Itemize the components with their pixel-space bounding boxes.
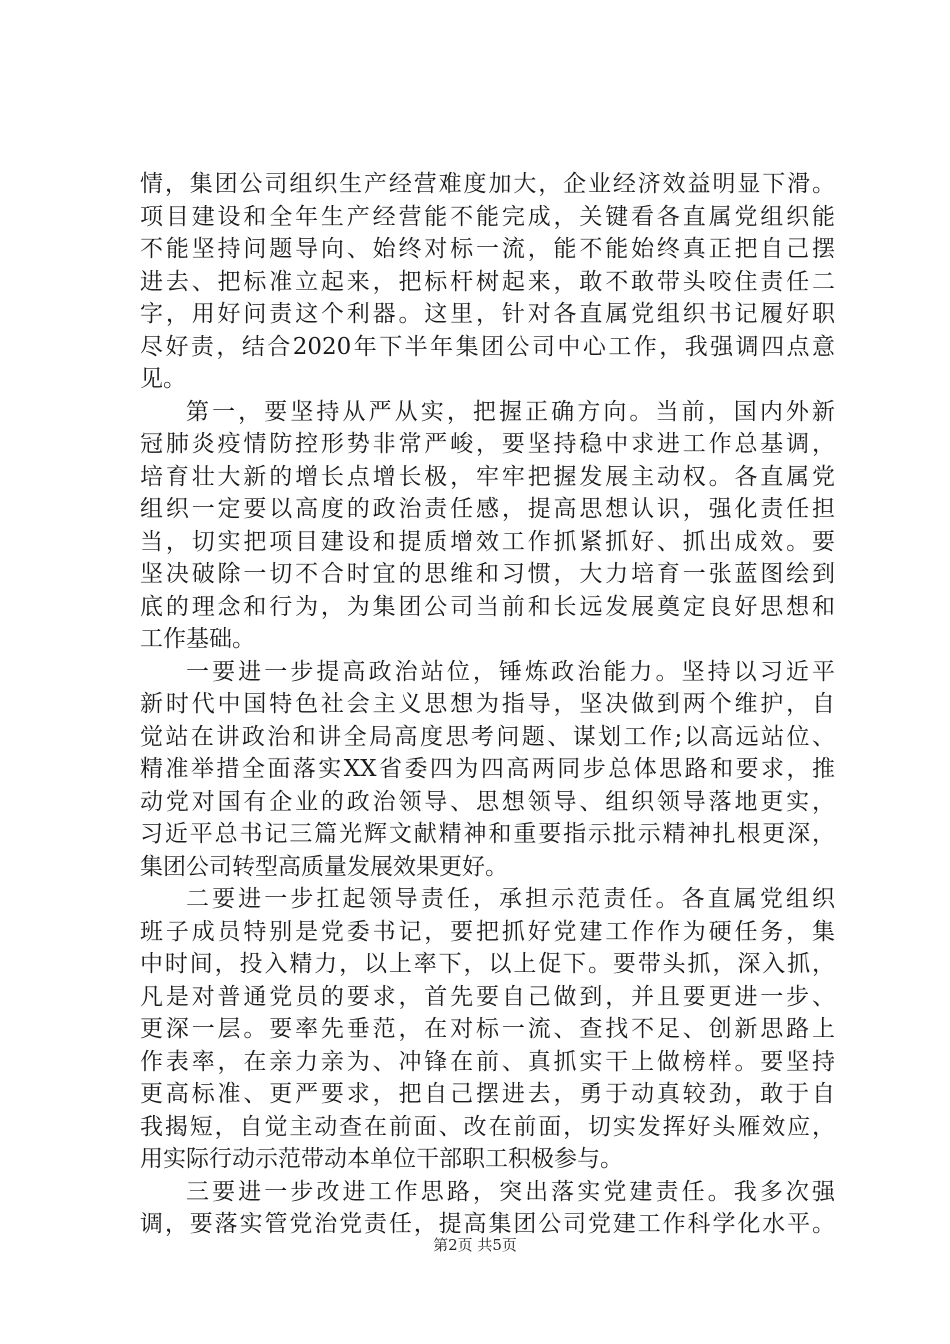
text-line: 工作基础。	[140, 626, 255, 652]
text-line: 二要进一步扛起领导责任，承担示范责任。各直属党组织	[186, 886, 835, 912]
text-line: 第一，要坚持从严从实，把握正确方向。当前，国内外新	[186, 398, 835, 425]
text-line: 组织一定要以高度的政治责任感，提高思想认识，强化责任担	[140, 496, 835, 522]
text-line: 用实际行动示范带动本单位干部职工积极参与。	[140, 1146, 623, 1172]
text-line: 底的理念和行为，为集团公司当前和长远发展奠定良好思想和	[140, 593, 835, 620]
paragraph	[140, 1176, 835, 1241]
text-line: 凡是对普通党员的要求，首先要自己做到，并且要更进一步、	[140, 983, 835, 1010]
text-line: 调，要落实管党治党责任，提高集团公司党建工作科学化水平。	[140, 1211, 835, 1237]
page-footer	[0, 1234, 950, 1255]
text-line: 尽好责，结合2020年下半年集团公司中心工作，我强调四点意	[140, 333, 835, 360]
text-line: 中时间，投入精力，以上率下，以上促下。要带头抓，深入抓，	[140, 951, 835, 977]
text-line: 动党对国有企业的政治领导、思想领导、组织领导落地更实，	[140, 788, 835, 815]
text-line: 坚决破除一切不合时宜的思维和习惯，大力培育一张蓝图绘到	[140, 561, 835, 587]
paragraph	[140, 883, 835, 1176]
text-line: 精准举措全面落实XX省委四为四高两同步总体思路和要求，推	[140, 756, 835, 782]
page-number: 第2页 共5页	[433, 1236, 517, 1254]
text-line: 班子成员特别是党委书记，要把抓好党建工作作为硬任务，集	[140, 918, 835, 945]
text-line: 一要进一步提高政治站位，锤炼政治能力。坚持以习近平	[186, 658, 835, 685]
text-line: 新时代中国特色社会主义思想为指导，坚决做到两个维护，自	[140, 691, 835, 717]
text-line: 冠肺炎疫情防控形势非常严峻，要坚持稳中求进工作总基调，	[140, 431, 835, 457]
text-line: 更深一层。要率先垂范，在对标一流、查找不足、创新思路上	[140, 1016, 835, 1042]
text-line: 情，集团公司组织生产经营难度加大，企业经济效益明显下滑。	[140, 171, 835, 197]
text-line: 不能坚持问题导向、始终对标一流，能不能始终真正把自己摆	[140, 236, 835, 262]
text-line: 觉站在讲政治和讲全局高度思考问题、谋划工作;以高远站位、	[140, 723, 835, 750]
text-line: 集团公司转型高质量发展效果更好。	[140, 853, 508, 880]
text-line: 培育壮大新的增长点增长极，牢牢把握发展主动权。各直属党	[140, 463, 835, 490]
document-body	[140, 168, 835, 1241]
text-line: 见。	[140, 366, 186, 392]
paragraph	[140, 396, 835, 656]
paragraph	[140, 168, 835, 396]
text-line: 更高标准、更严要求，把自己摆进去，勇于动真较劲，敢于自	[140, 1081, 835, 1107]
text-line: 进去、把标准立起来，把标杆树起来，敢不敢带头咬住责任二	[140, 268, 835, 295]
text-line: 当，切实把项目建设和提质增效工作抓紧抓好、抓出成效。要	[140, 528, 835, 555]
text-line: 项目建设和全年生产经营能不能完成，关键看各直属党组织能	[140, 203, 835, 230]
text-line: 习近平总书记三篇光辉文献精神和重要指示批示精神扎根更深，	[140, 821, 835, 847]
paragraph	[140, 656, 835, 884]
text-line: 三要进一步改进工作思路，突出落实党建责任。我多次强	[186, 1178, 835, 1205]
text-line: 作表率，在亲力亲为、冲锋在前、真抓实干上做榜样。要坚持	[140, 1048, 835, 1075]
text-line: 我揭短，自觉主动查在前面、改在前面，切实发挥好头雁效应，	[140, 1113, 835, 1140]
text-line: 字，用好问责这个利器。这里，针对各直属党组织书记履好职	[140, 301, 835, 327]
